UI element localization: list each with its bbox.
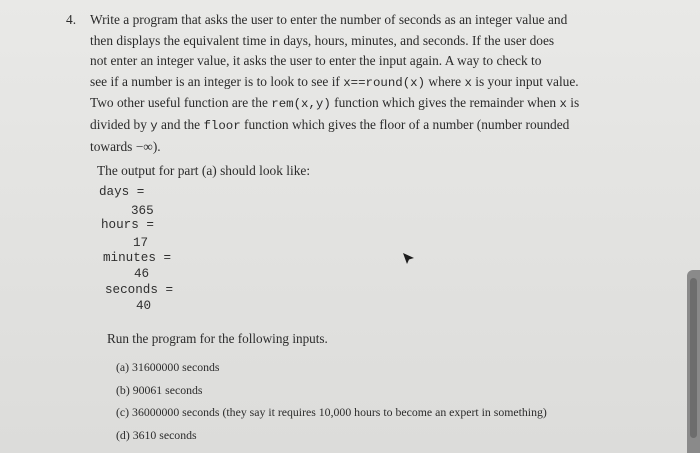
output-minutes-value: 46 [134, 267, 150, 281]
problem-line-6 [90, 115, 646, 137]
scrollbar[interactable] [687, 270, 700, 453]
output-days-value: 365 [131, 204, 154, 218]
mouse-pointer-icon [402, 252, 416, 271]
output-hours-label: hours = [101, 218, 154, 232]
problem-line-3: not enter an integer value, it asks the user to enter the input again. A way to check to [90, 53, 542, 69]
problem-line-2: then displays the equivalent time in days, hours, minutes, and seconds. If the user does [90, 32, 555, 48]
input-item-a: (a) 31600000 seconds [116, 360, 220, 374]
code-x: x [464, 75, 472, 90]
scrollbar-thumb[interactable] [690, 278, 697, 438]
output-minutes-label: minutes = [103, 251, 172, 265]
problem-line-4 [90, 72, 646, 94]
text-segment: is [566, 95, 580, 111]
text-segment: is your input value. [471, 73, 579, 89]
output-intro: The output for part (a) should look like: [97, 163, 311, 178]
text-segment: Two other useful function are the [90, 95, 272, 111]
output-days-label: days = [99, 185, 145, 199]
text-segment: where [425, 73, 465, 89]
problem-line-1: Write a program that asks the user to enter the number of seconds as an integer value and [90, 12, 568, 27]
code-y: y [150, 118, 158, 133]
problem-statement [66, 10, 646, 157]
output-seconds-value: 40 [136, 299, 152, 313]
problem-number: 4. [66, 12, 77, 27]
problem-line-7: towards −∞). [90, 138, 161, 154]
run-intro: Run the program for the following inputs. [107, 331, 328, 346]
code-x: x [559, 97, 567, 112]
code-floor: floor [203, 118, 241, 133]
problem-paragraph [90, 10, 646, 157]
text-segment: function which gives the remainder when [330, 95, 560, 111]
input-item-b: (b) 90061 seconds [116, 382, 203, 397]
code-rem: rem(x,y) [271, 97, 331, 112]
input-item-c: (c) 36000000 seconds (they say it requires 10,000 hours to become an expert in something) [116, 405, 547, 419]
output-hours-value: 17 [133, 236, 149, 250]
input-list [116, 356, 547, 446]
problem-line-5 [90, 93, 646, 115]
input-item-d: (d) 3610 seconds [116, 427, 197, 442]
code-round-check: x==round(x) [343, 75, 426, 90]
text-segment: divided by [90, 116, 151, 132]
output-seconds-label: seconds = [105, 283, 174, 297]
text-segment: function which gives the floor of a number (number rounded [240, 116, 570, 132]
text-segment: and the [157, 116, 204, 132]
text-segment: see if a number is an integer is to look to see if [90, 73, 344, 89]
